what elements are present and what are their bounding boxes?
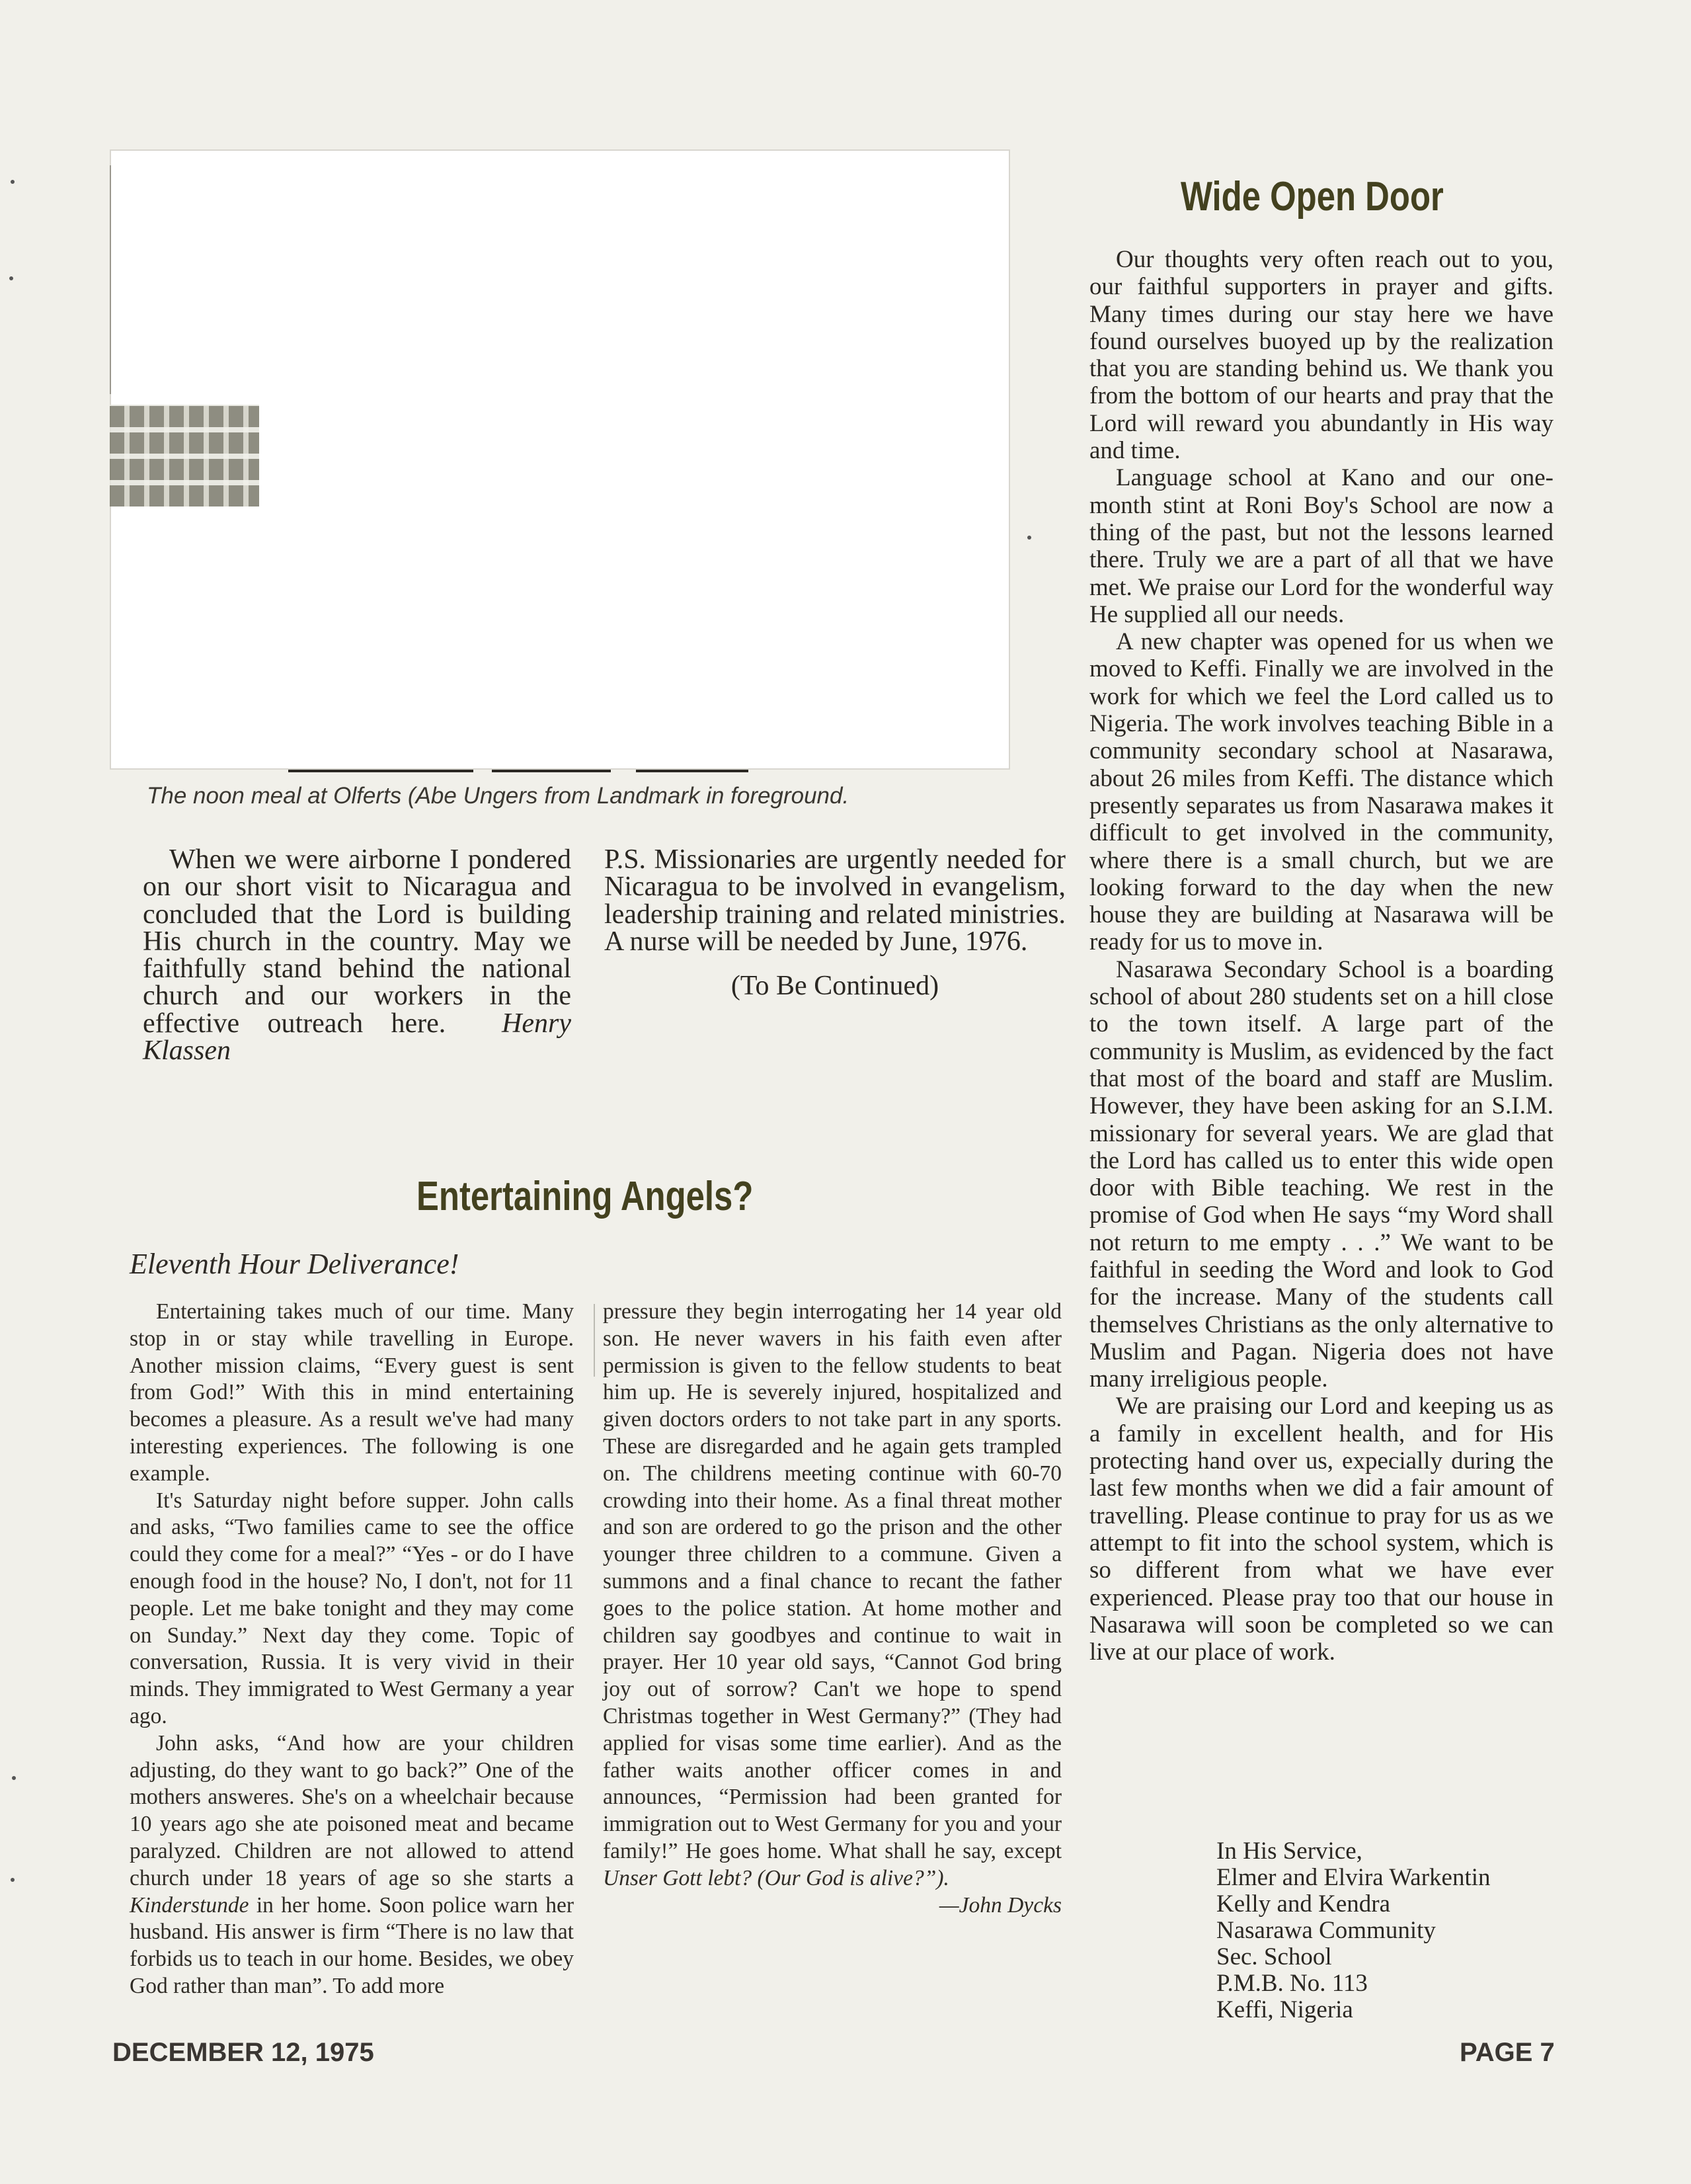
angels-paragraph: It's Saturday night before supper. John calls and asks, “Two families came to see the office could they come for a meal?” “Yes - or do I have enough food in the house? No, I don't, not for 11 people. Let me bake tonight and they may come on Sunday.” Next day they come. Topic of conversation, Russia. It is very vivid in their minds. They immigrated to West Germany a year ago. [130,1488,574,1728]
signature-line: P.M.B. No. 113 [1216,1970,1368,1997]
wide-open-door-column [1089,246,1553,1666]
signature-line: Elmer and Elvira Warkentin [1216,1864,1491,1891]
angels-headline: Entertaining Angels? [416,1174,754,1219]
angels-italic: Kinderstunde [130,1892,249,1918]
angels-column-2 [603,1299,1062,1919]
photo-bottom-rule [636,770,748,772]
wod-paragraph: Nasarawa Secondary School is a boarding school of about 280 students set on a hill close to the town itself. A large part of the community is Muslim, as evidenced by the fact that most of the board and staff are Muslim. However, they have been asking for an S.I.M. missionary for several years. We are glad that the Lord has called us to enter this wide open door with Bible teaching. We rest in the promise of God when He says “my Word shall not return to me empty . . .” We want to be faithful in seeding the Word and look to God for the increase. Many of the students call themselves Christians as the only alternative to Muslim and Pagan. Nigeria does not have many irreligious people. [1089,955,1553,1393]
footer-date: DECEMBER 12, 1975 [112,2038,374,2067]
wod-paragraph: We are praising our Lord and keeping us as a family in excellent health, and for His protecting hand over us, expecially during the last few months when we did a fair amount of travelling. Please continue to pray for us as we attempt to fit into the school system, which is so different from what we have ever experienced. Please pray too that our house in Nasarawa will soon be completed so we can live at our place of work. [1089,1393,1553,1666]
angels-subhead: Eleventh Hour Deliverance! [130,1248,459,1280]
column-divider [594,1304,595,1377]
margin-dot [11,1878,15,1882]
signature-line: In His Service, [1216,1838,1362,1865]
signature-line: Sec. School [1216,1943,1332,1970]
nicaragua-author: Henry Klassen [143,1008,571,1067]
nicaragua-postscript [604,846,1066,1000]
photo-caption: The noon meal at Olferts (Abe Ungers from Landmark in foreground. [147,783,849,809]
photo-fragment [110,405,259,506]
signature-line: Nasarawa Community [1216,1917,1436,1944]
angels-paragraph [130,1730,574,2000]
photo-bottom-rule [288,770,473,772]
angels-text: in her home. Soon police warn her husband. His answer is firm “There is no law that forbids us to teach in our home. Besides, we obey God rather than man”. To add more [130,1892,574,1998]
margin-dot [11,180,15,184]
angels-text: John asks, “And how are your children adjusting, do they want to go back?” One of the mothers answeres. She's on a wheelchair because 10 years ago she ate poisoned meat and became paralyzed. Children are not allowed to attend church under 18 years of age so she starts a [130,1730,574,1890]
angels-paragraph [603,1299,1062,1892]
nicaragua-closing [143,846,571,1065]
wide-open-door-headline: Wide Open Door [1181,174,1444,220]
signature-line: Keffi, Nigeria [1216,1996,1353,2023]
wod-paragraph: Language school at Kano and our one-month stint at Roni Boy's School are now a thing of the past, but not the lessons learned there. Truly we are a part of all that we have met. We praise our Lord for the wonderful way He supplied all our needs. [1089,464,1553,628]
margin-dot [1027,536,1031,540]
to-be-continued: (To Be Continued) [730,971,939,1002]
angels-paragraph: Entertaining takes much of our time. Many stop in or stay while travelling in Europe. Another mission claims, “Every guest is sent from God!” With this in mind entertaining becomes a pleasure. As a result we've had many interesting experiences. The following is one example. [130,1299,574,1486]
wod-paragraph: A new chapter was opened for us when we moved to Keffi. Finally we are involved in the work for which we feel the Lord called us to Nigeria. The work involves teaching Bible in a community secondary school at Nasarawa, about 26 miles from Keffi. The distance which presently separates us from Nasarawa makes it difficult to get involved in the community, where there is a small church, but we are looking forward to the day when the new house they are building at Nasarawa will be ready for us to move in. [1089,628,1553,956]
photo-edge [110,165,111,394]
angels-author: —John Dycks [939,1892,1062,1918]
angels-italic: Unser Gott lebt? (Our God is alive?”). [603,1865,949,1890]
signature-line: Kelly and Kendra [1216,1890,1391,1918]
photo-bottom-rule [492,770,611,772]
wod-paragraph: Our thoughts very often reach out to you, our faithful supporters in prayer and gifts. Many times during our stay here we have found ourselves buoyed up by the realization that you are standing behind us. We thank you from the bottom of our hearts and pray that the Lord will reward you abundantly in His way and time. [1089,246,1553,465]
nicaragua-ps-text: P.S. Missionaries are urgently needed for Nicaragua to be involved in evangelism, leadership training and related ministries. A nurse will be needed by June, 1976. [604,844,1066,957]
wod-signature [1216,1838,1491,2023]
nicaragua-left-text: When we were airborne I pondered on our short visit to Nicaragua and concluded that the Lord is building His church in the country. May we faithfully stand behind the national church and our workers in the effective outreach here. [143,844,571,1039]
angels-column-1 [130,1299,574,2000]
angels-text: pressure they begin interrogating her 14 year old son. He never wavers in his faith even after permission is given to the fellow students to beat him up. He is severely injured, hospitalized and given doctors orders to not take part in any sports. These are disregarded and he again gets trampled on. The childrens meeting continue with 60-70 crowding into their home. As a final threat mother and son are ordered to go the prison and the other younger three children to a commune. Given a summons and a final chance to recant the father goes to the police station. At home mother and children say goodbyes and continue to wait in prayer. Her 10 year old says, “Cannot God bring joy out of sorrow? Can't we hope to spend Christmas together in West Germany?” (They had applied for visas some time earlier). And as the father waits another officer comes in and announces, “Permission had been granted for immigration out to West Germany for you and your family!” He goes home. What shall he say, except [603,1299,1062,1863]
margin-dot [12,1776,16,1780]
margin-dot [9,276,13,280]
footer-page-number: PAGE 7 [1460,2038,1555,2067]
